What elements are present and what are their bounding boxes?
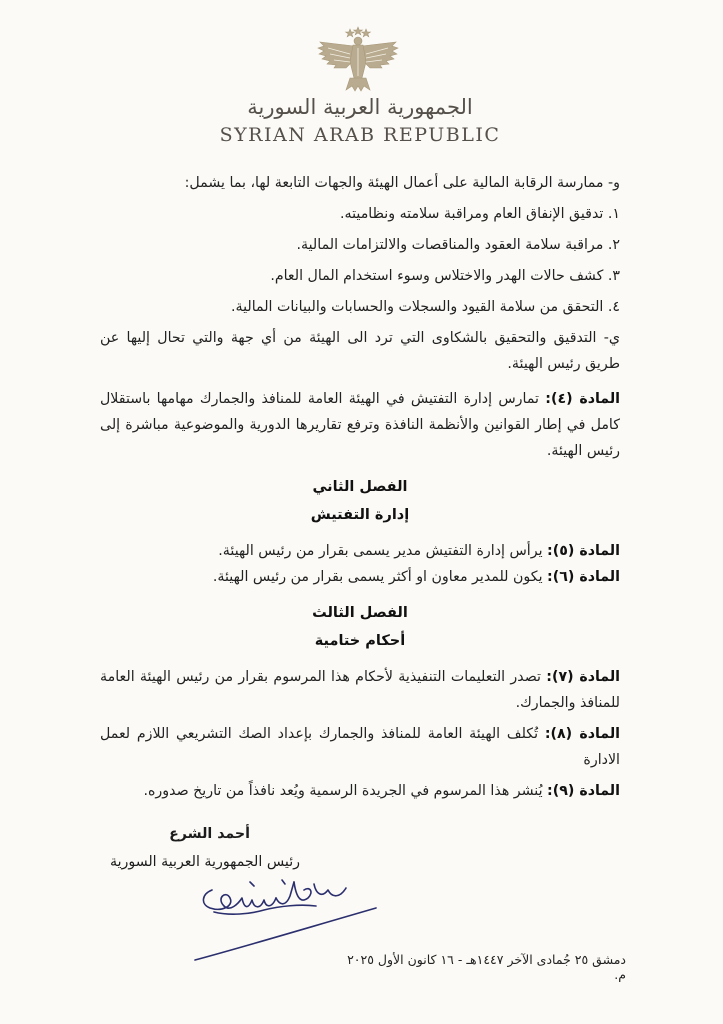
signatory-title: رئيس الجمهورية العربية السورية	[109, 854, 300, 870]
letterhead-arabic-title: الجمهورية العربية السورية	[247, 95, 473, 119]
article-text: يُنشر هذا المرسوم في الجريدة الرسمية ويُعد نافذاً من تاريخ صدوره.	[143, 783, 548, 799]
decree-body	[100, 170, 620, 804]
chapter-3-subtitle: أحكام ختامية	[314, 633, 406, 649]
chapter-2-title: الفصل الثاني	[312, 479, 408, 495]
article-label: المادة (٧):	[546, 669, 621, 685]
signatory-name: أحمد الشرع	[169, 826, 250, 842]
chapter-3-title: الفصل الثالث	[312, 605, 408, 621]
article-label: المادة (٦):	[547, 569, 620, 585]
article-text: تصدر التعليمات التنفيذية لأحكام هذا المرسوم بقرار من رئيس الهيئة العامة للمنافذ والجمارك.	[100, 669, 620, 711]
article-text: تمارس إدارة التفتيش في الهيئة العامة للمنافذ والجمارك مهامها باستقلال كامل في إطار القوانين والأنظمة النافذة وترفع تقاريرها الدورية والموضوعية مباشرة إلى رئيس الهيئة.	[100, 391, 620, 459]
article-9	[100, 778, 620, 804]
list-item: ٢. مراقبة سلامة العقود والمناقصات والالتزامات المالية.	[296, 237, 620, 253]
article-5	[100, 538, 620, 564]
article-label: المادة (٨):	[544, 726, 621, 742]
eagle-emblem-icon	[316, 26, 400, 92]
article-label: المادة (٩):	[547, 783, 620, 799]
section-y: ي- التدقيق والتحقيق بالشكاوى التي ترد الى الهيئة من أي جهة والتي تحال إليها عن طريق رئيس الهيئة.	[100, 330, 620, 372]
article-4	[100, 386, 620, 464]
article-label: المادة (٤):	[545, 391, 621, 407]
article-text: تُكلف الهيئة العامة للمنافذ والجمارك بإعداد الصك التشريعي اللازم لعمل الادارة	[100, 726, 620, 768]
article-6	[100, 564, 620, 590]
date-line: دمشق ٢٥ جُمادى الآخر ١٤٤٧هـ - ١٦ كانون الأول ٢٠٢٥ م.	[347, 952, 626, 982]
section-w-intro: و- ممارسة الرقابة المالية على أعمال الهيئة والجهات التابعة لها، بما يشمل:	[184, 175, 620, 191]
article-8	[100, 721, 620, 773]
article-7	[100, 664, 620, 716]
article-text: يكون للمدير معاون او أكثر يسمى بقرار من رئيس الهيئة.	[212, 569, 548, 585]
article-label: المادة (٥):	[547, 543, 620, 559]
chapter-2-subtitle: إدارة التفتيش	[310, 507, 410, 523]
list-item: ٣. كشف حالات الهدر والاختلاس وسوء استخدام المال العام.	[270, 268, 620, 284]
article-text: يرأس إدارة التفتيش مدير يسمى بقرار من رئيس الهيئة.	[218, 543, 548, 559]
letterhead-english-title: SYRIAN ARAB REPUBLIC	[219, 124, 501, 146]
list-item: ٤. التحقق من سلامة القيود والسجلات والحسابات والبيانات المالية.	[230, 299, 620, 315]
handwritten-signature-icon	[190, 868, 380, 964]
list-item: ١. تدقيق الإنفاق العام ومراقبة سلامته ونظاميته.	[340, 206, 620, 222]
